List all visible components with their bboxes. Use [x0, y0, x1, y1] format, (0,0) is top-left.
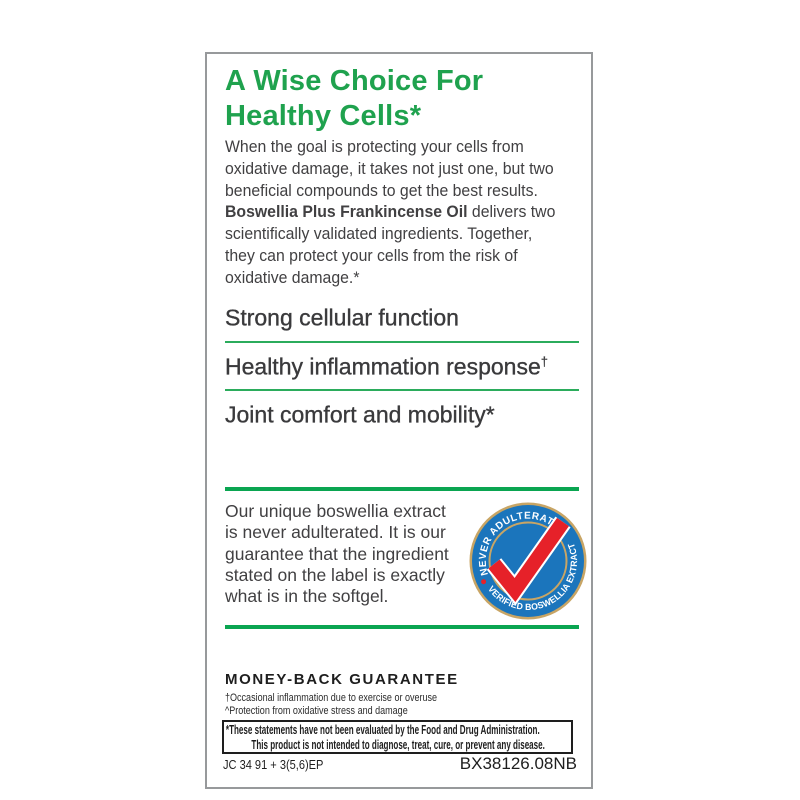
benefit-item: Strong cellular function	[225, 294, 579, 343]
intro-line: they can protect your cells from the risk of	[225, 245, 518, 265]
fda-disclaimer-line2: This product is not intended to diagnose, treat, cure, or prevent any disease.	[251, 737, 545, 752]
guarantee-paragraph	[225, 501, 449, 607]
dagger-footnote-marker: †	[540, 353, 549, 369]
footnote-dagger: †Occasional inflammation due to exercise or overuse	[225, 692, 438, 704]
label-panel	[205, 52, 593, 789]
guarantee-line: Our unique boswellia extract	[225, 501, 446, 521]
guarantee-line: guarantee that the ingredient	[225, 543, 449, 564]
product-codes-row	[223, 754, 577, 774]
footnote-caret: ^Protection from oxidative stress and damage	[225, 705, 408, 717]
guarantee-line: what is in the softgel.	[225, 586, 389, 607]
page-title	[225, 64, 483, 134]
page-title-line2: Healthy Cells*	[225, 100, 422, 132]
intro-line: oxidative damage, it takes not just one, but two	[225, 158, 554, 178]
badge-arc-top-text: NEVER ADULTERATED	[477, 510, 569, 577]
badge-arc-bottom-text: VERIFIED BOSWELLIA EXTRACT	[486, 541, 580, 612]
guarantee-line: is never adulterated. It is our	[225, 522, 446, 543]
product-name: Boswellia Plus Frankincense Oil	[225, 202, 468, 222]
product-code-right: BX38126.08NB	[459, 754, 577, 773]
benefits-list	[225, 294, 579, 438]
benefit-item: Joint comfort and mobility*	[225, 401, 495, 428]
intro-line: oxidative damage.*	[225, 267, 360, 287]
intro-paragraph	[225, 136, 555, 289]
fda-disclaimer-line1: *These statements have not been evaluated by the Food and Drug Administration.	[225, 723, 540, 737]
intro-line: When the goal is protecting your cells from	[225, 137, 524, 156]
money-back-heading: MONEY-BACK GUARANTEE	[225, 671, 459, 688]
intro-line: Boswellia Plus Frankincense Oil delivers two	[225, 202, 556, 222]
benefit-item: Healthy inflammation response†	[225, 343, 579, 392]
product-code-left: JC 34 91 + 3(5,6)EP	[223, 757, 324, 772]
section-divider-top	[225, 487, 579, 491]
intro-line: scientifically validated ingredients. Together,	[225, 224, 533, 244]
guarantee-line: stated on the label is exactly	[225, 564, 445, 585]
section-divider-bottom	[225, 625, 579, 629]
footnotes	[225, 692, 437, 718]
page-title-line1: A Wise Choice For	[225, 65, 484, 97]
fda-disclaimer-box	[222, 720, 573, 754]
intro-line: beneficial compounds to get the best results.	[225, 180, 538, 200]
verified-boswellia-badge-icon	[468, 501, 588, 621]
badge-dot	[481, 579, 486, 584]
